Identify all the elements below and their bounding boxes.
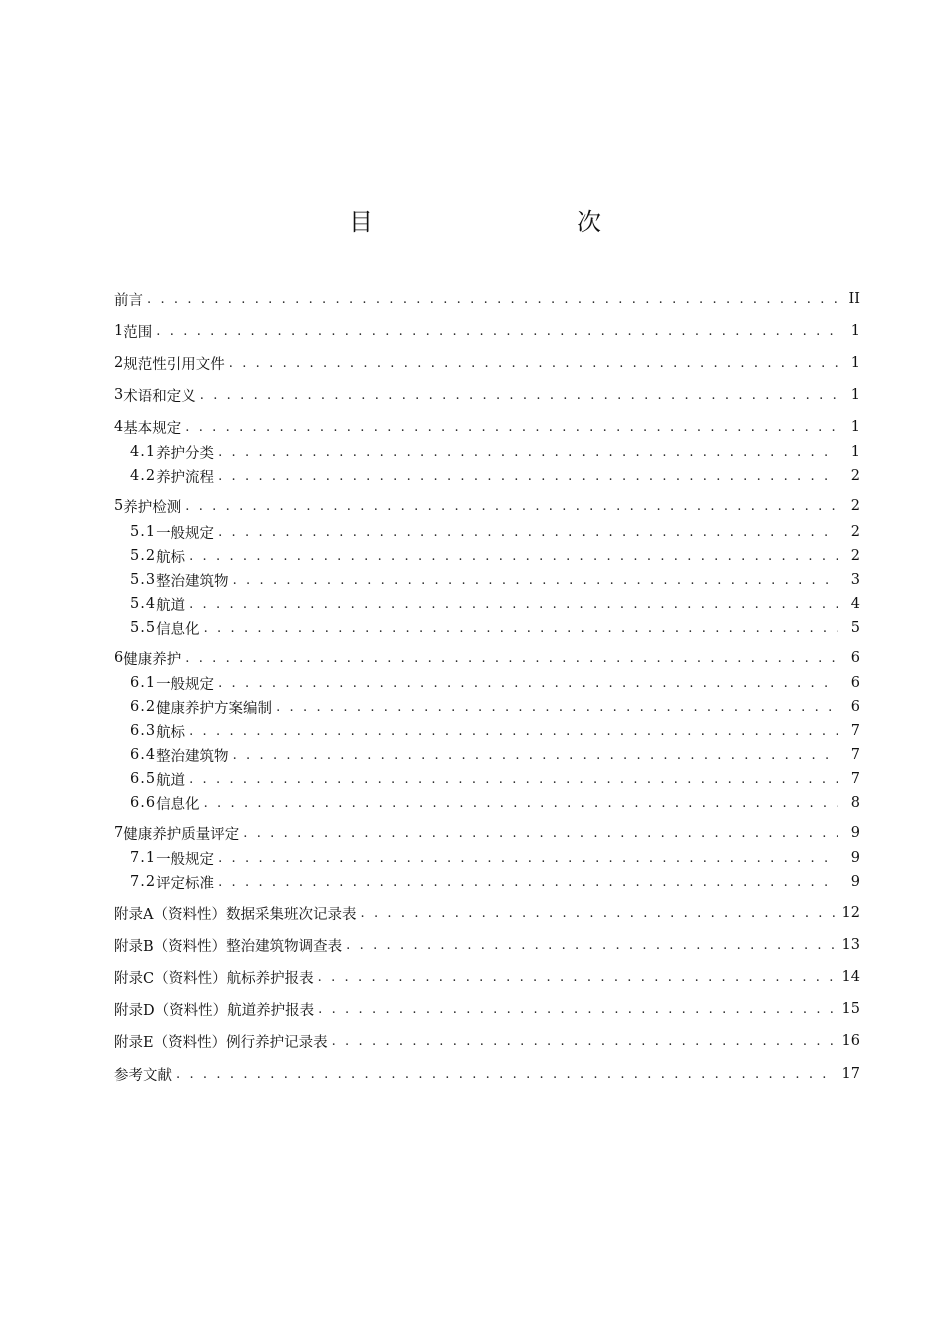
toc-entry[interactable] bbox=[114, 495, 860, 517]
toc-entry-number: 5 bbox=[114, 498, 124, 514]
toc-entry-label: 健康养护质量评定 bbox=[123, 826, 240, 843]
toc-entry-page: 1 bbox=[850, 355, 860, 371]
toc-entry[interactable] bbox=[114, 320, 860, 342]
toc-entry-label: 整治建筑物调查表 bbox=[226, 938, 343, 955]
toc-entry-number: 6.6 bbox=[130, 795, 157, 811]
toc-entry-number: 6.4 bbox=[130, 747, 157, 763]
toc-entry-page: 9 bbox=[850, 825, 860, 841]
toc-entry-page: 7 bbox=[850, 771, 860, 787]
toc-subentry[interactable] bbox=[130, 617, 860, 639]
toc-entry-label: 健康养护 bbox=[123, 651, 182, 668]
toc-leader-dots bbox=[360, 906, 835, 921]
toc-leader-dots bbox=[318, 1002, 835, 1017]
toc-appendix-entry[interactable] bbox=[114, 966, 860, 988]
toc-appendix-entry[interactable] bbox=[114, 934, 860, 956]
toc-leader-dots bbox=[189, 772, 838, 787]
toc-subentry[interactable] bbox=[130, 569, 860, 591]
toc-entry-number: 7 bbox=[114, 825, 124, 841]
toc-leader-dots bbox=[229, 356, 838, 371]
toc-leader-dots bbox=[204, 621, 838, 636]
toc-entry[interactable] bbox=[114, 822, 860, 844]
toc-entry-page: 14 bbox=[841, 969, 860, 985]
toc-entry-number: 6.5 bbox=[130, 771, 157, 787]
toc-entry-label: 航标养护报表 bbox=[226, 970, 314, 987]
toc-leader-dots bbox=[147, 292, 838, 307]
toc-entry-number: 7.1 bbox=[130, 850, 157, 866]
toc-subentry[interactable] bbox=[130, 792, 860, 814]
toc-subentry[interactable] bbox=[130, 465, 860, 487]
toc-entry-page: 7 bbox=[850, 747, 860, 763]
toc-entry-number: 7.2 bbox=[130, 874, 157, 890]
toc-leader-dots bbox=[276, 700, 838, 715]
toc-entry-number: 4 bbox=[114, 419, 124, 435]
toc-leader-dots bbox=[233, 573, 838, 588]
toc-entry-page: 1 bbox=[850, 387, 860, 403]
toc-subentry[interactable] bbox=[130, 545, 860, 567]
toc-entry-page: 17 bbox=[841, 1066, 860, 1082]
toc-leader-dots bbox=[233, 748, 838, 763]
toc-entry[interactable] bbox=[114, 352, 860, 374]
toc-entry-number: 1 bbox=[114, 323, 124, 339]
toc-entry-label: 前言 bbox=[114, 292, 143, 309]
toc-entry-label: 航标 bbox=[156, 549, 186, 566]
toc-entry[interactable] bbox=[114, 647, 860, 669]
toc-entry-page: 9 bbox=[850, 850, 860, 866]
toc-leader-dots bbox=[218, 469, 838, 484]
toc-appendix-number: 附录A（资料性） bbox=[114, 906, 226, 923]
toc-appendix-entry[interactable] bbox=[114, 902, 860, 924]
toc-entry-label: 范围 bbox=[123, 324, 153, 341]
toc-appendix-number: 附录D（资料性） bbox=[114, 1002, 228, 1019]
toc-entry-page: 4 bbox=[850, 596, 860, 612]
toc-entry-label: 数据采集班次记录表 bbox=[225, 906, 357, 923]
toc-leader-dots bbox=[189, 597, 838, 612]
toc-entry-page: 15 bbox=[841, 1001, 860, 1017]
toc-entry-page: 13 bbox=[841, 937, 860, 953]
toc-leader-dots bbox=[332, 1034, 836, 1049]
toc-leader-dots bbox=[218, 676, 838, 691]
toc-appendix-number: 附录C（资料性） bbox=[114, 970, 227, 987]
toc-appendix-entry[interactable] bbox=[114, 1030, 860, 1052]
toc-leader-dots bbox=[218, 445, 838, 460]
toc-entry-number: 5.1 bbox=[130, 524, 157, 540]
toc-leader-dots bbox=[185, 651, 838, 666]
toc-entry-page: 1 bbox=[850, 419, 860, 435]
toc-entry-label: 规范性引用文件 bbox=[123, 356, 225, 373]
toc-subentry[interactable] bbox=[130, 768, 860, 790]
toc-entry-page: 6 bbox=[850, 699, 860, 715]
toc-leader-dots bbox=[189, 724, 838, 739]
toc-leader-dots bbox=[200, 388, 838, 403]
toc-leader-dots bbox=[218, 851, 838, 866]
toc-entry-label: 一般规定 bbox=[156, 676, 215, 693]
toc-subentry[interactable] bbox=[130, 847, 860, 869]
toc-appendix-number: 附录E（资料性） bbox=[114, 1034, 227, 1051]
toc-entry-label: 航道 bbox=[156, 772, 186, 789]
toc-leader-dots bbox=[185, 420, 838, 435]
toc-leader-dots bbox=[204, 796, 838, 811]
toc-entry-label: 信息化 bbox=[156, 796, 200, 813]
toc-entry-page: II bbox=[848, 291, 860, 307]
toc-entry-references[interactable] bbox=[114, 1063, 860, 1085]
toc-entry-page: 1 bbox=[850, 444, 860, 460]
toc-entry-page: 2 bbox=[850, 498, 860, 514]
toc-entry-page: 9 bbox=[850, 874, 860, 890]
toc-entry-page: 12 bbox=[841, 905, 860, 921]
toc-entry-number: 6.3 bbox=[130, 723, 157, 739]
toc-entry-label: 健康养护方案编制 bbox=[156, 700, 273, 717]
toc-entry-page: 1 bbox=[850, 323, 860, 339]
toc-entry-label: 评定标准 bbox=[156, 875, 215, 892]
toc-entry-page: 6 bbox=[850, 650, 860, 666]
toc-entry-label: 一般规定 bbox=[156, 525, 215, 542]
toc-subentry[interactable] bbox=[130, 696, 860, 718]
toc-entry-number: 5.5 bbox=[130, 620, 157, 636]
toc-entry[interactable] bbox=[114, 384, 860, 406]
toc-entry-page: 3 bbox=[850, 572, 860, 588]
toc-leader-dots bbox=[346, 938, 835, 953]
toc-subentry[interactable] bbox=[130, 441, 860, 463]
toc-entry-page: 2 bbox=[850, 524, 860, 540]
toc-entry-label: 术语和定义 bbox=[123, 388, 196, 405]
toc-appendix-entry[interactable] bbox=[114, 998, 860, 1020]
toc-leader-dots bbox=[243, 826, 838, 841]
toc-entry-number: 6.1 bbox=[130, 675, 157, 691]
toc-entry-page: 16 bbox=[841, 1033, 860, 1049]
toc-entry[interactable] bbox=[114, 416, 860, 438]
toc-leader-dots bbox=[185, 499, 838, 514]
toc-entry-label: 养护分类 bbox=[156, 445, 215, 462]
toc-appendix-number: 附录B（资料性） bbox=[114, 938, 227, 955]
toc-leader-dots bbox=[318, 970, 836, 985]
toc-subentry[interactable] bbox=[130, 744, 860, 766]
toc-entry-number: 5.4 bbox=[130, 596, 157, 612]
toc-leader-dots bbox=[176, 1067, 836, 1082]
toc-subentry[interactable] bbox=[130, 720, 860, 742]
toc-entry-number: 4.1 bbox=[130, 444, 157, 460]
toc-leader-dots bbox=[218, 875, 838, 890]
toc-entry-number: 2 bbox=[114, 355, 124, 371]
toc-leader-dots bbox=[189, 549, 838, 564]
toc-subentry[interactable] bbox=[130, 672, 860, 694]
toc-leader-dots bbox=[156, 324, 838, 339]
toc-entry-label: 整治建筑物 bbox=[156, 573, 229, 590]
toc-subentry[interactable] bbox=[130, 521, 860, 543]
toc-entry-label: 一般规定 bbox=[156, 851, 215, 868]
toc-entry-page: 2 bbox=[850, 468, 860, 484]
toc-entry-page: 6 bbox=[850, 675, 860, 691]
toc-subentry[interactable] bbox=[130, 593, 860, 615]
toc-entry-number: 5.2 bbox=[130, 548, 157, 564]
toc-entry-number: 5.3 bbox=[130, 572, 157, 588]
toc-entry-label: 基本规定 bbox=[123, 420, 182, 437]
toc-entry-label: 养护检测 bbox=[123, 499, 182, 516]
toc-entry-label: 整治建筑物 bbox=[156, 748, 229, 765]
toc-entry-label: 例行养护记录表 bbox=[226, 1034, 328, 1051]
toc-entry-page: 2 bbox=[850, 548, 860, 564]
toc-entry-number: 3 bbox=[114, 387, 124, 403]
toc-entry-page: 5 bbox=[850, 620, 860, 636]
toc-entry-label: 养护流程 bbox=[156, 469, 215, 486]
toc-leader-dots bbox=[218, 525, 838, 540]
toc-entry-page: 7 bbox=[850, 723, 860, 739]
toc-entry-label: 信息化 bbox=[156, 621, 200, 638]
toc-entry-label: 参考文献 bbox=[114, 1067, 172, 1084]
toc-entry-number: 4.2 bbox=[130, 468, 157, 484]
toc-entry-foreword[interactable] bbox=[114, 288, 860, 310]
toc-entry-page: 8 bbox=[850, 795, 860, 811]
page-title: 目 次 bbox=[349, 208, 653, 236]
toc-entry-label: 航道养护报表 bbox=[227, 1002, 315, 1019]
toc-entry-label: 航道 bbox=[156, 597, 186, 614]
toc-entry-number: 6 bbox=[114, 650, 124, 666]
toc-subentry[interactable] bbox=[130, 871, 860, 893]
toc-entry-number: 6.2 bbox=[130, 699, 157, 715]
toc-entry-label: 航标 bbox=[156, 724, 186, 741]
